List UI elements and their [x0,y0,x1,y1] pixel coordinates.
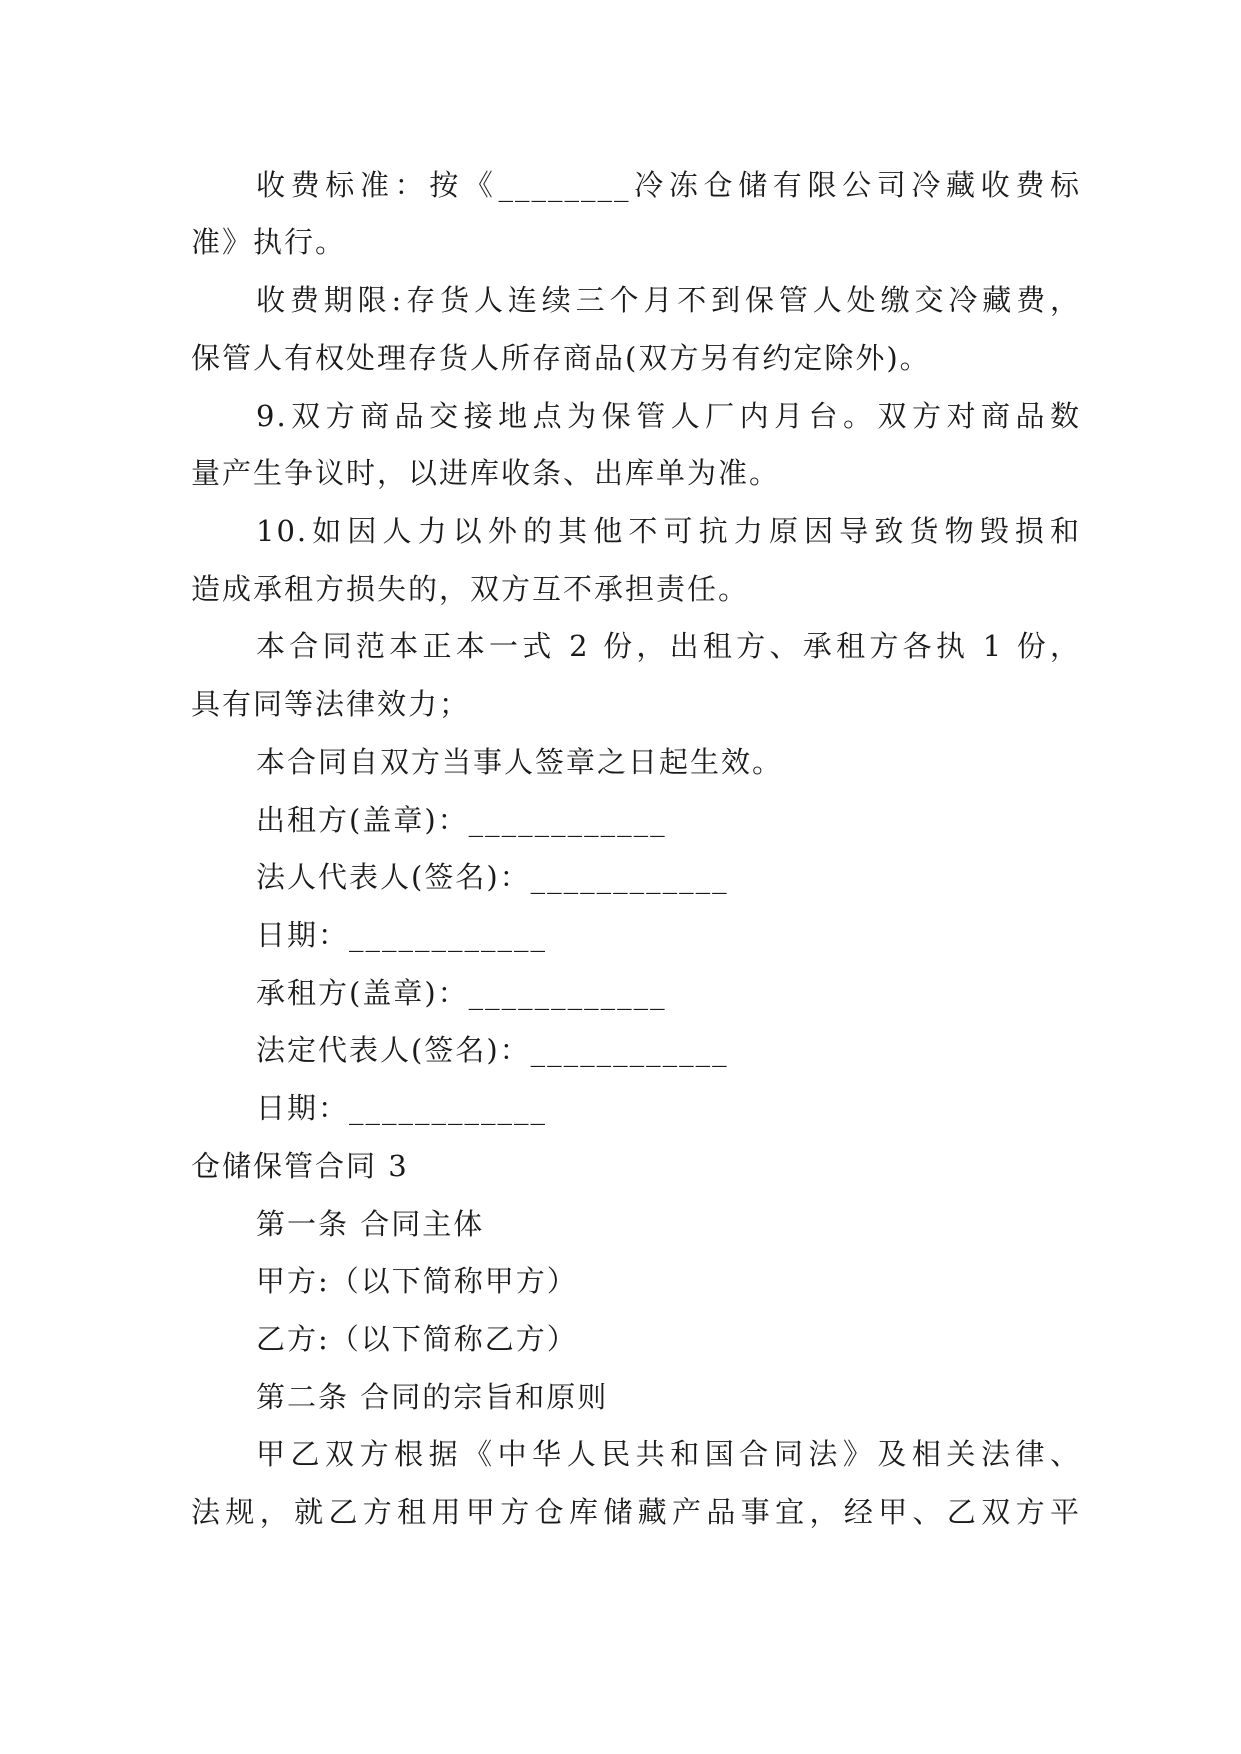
text-line: 甲乙双方根据《中华人民共和国合同法》及相关法律、 [256,1437,1081,1471]
text-line: 造成承租方损失的，双方互不承担责任。 [191,572,750,606]
text-line: 具有同等法律效力； [191,687,471,721]
date-line: 日期：____________ [256,1091,548,1125]
text-line: 准》执行。 [191,225,347,259]
text-line: 9.双方商品交接地点为保管人厂内月台。双方对商品数 [256,399,1081,433]
section-heading: 仓储保管合同 3 [191,1149,409,1183]
text-line: 法规，就乙方租用甲方仓库储藏产品事宜，经甲、乙双方平 [191,1495,1081,1529]
text-line: 本合同范本正本一式 2 份，出租方、承租方各执 1 份， [256,629,1081,663]
article-heading: 第二条 合同的宗旨和原则 [256,1380,609,1414]
signature-line: 法人代表人(签名)：____________ [256,860,729,894]
text-line: 乙方:（以下简称乙方） [256,1322,578,1356]
text-line: 保管人有权处理存货人所存商品(双方另有约定除外)。 [191,341,931,375]
signature-line: 出租方(盖章)：____________ [256,803,667,837]
text-line: 本合同自双方当事人签章之日起生效。 [256,745,784,779]
signature-line: 法定代表人(签名)：____________ [256,1033,729,1067]
date-line: 日期：____________ [256,918,548,952]
article-heading: 第一条 合同主体 [256,1207,485,1241]
text-line: 10.如因人力以外的其他不可抗力原因导致货物毁损和 [256,514,1081,548]
text-line: 甲方:（以下简称甲方） [256,1264,578,1298]
text-line: 量产生争议时，以进库收条、出库单为准。 [191,456,781,490]
text-line: 收费期限:存货人连续三个月不到保管人处缴交冷藏费， [256,283,1081,317]
text-line: 收费标准：按《________冷冻仓储有限公司冷藏收费标 [256,168,1081,202]
signature-line: 承租方(盖章)：____________ [256,976,667,1010]
